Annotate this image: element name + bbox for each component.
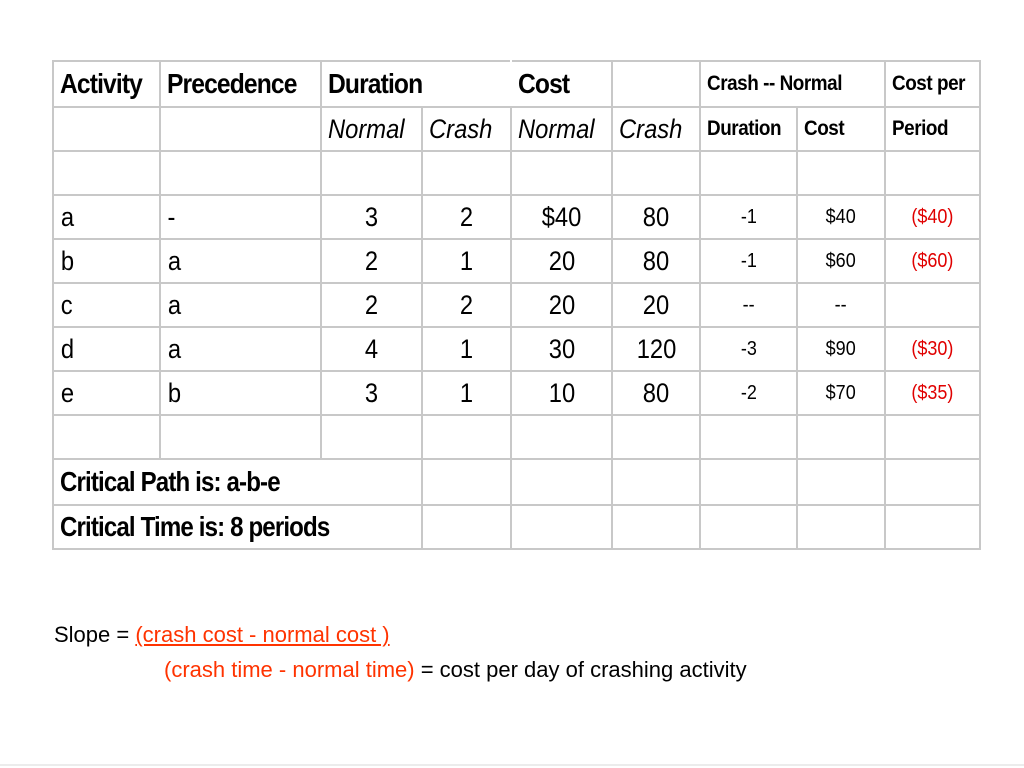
cell-value: 80 [643, 377, 670, 408]
cell-dur-normal [321, 327, 422, 371]
cell-value: a [168, 289, 182, 320]
header-precedence: Precedence [160, 61, 321, 107]
critical-path-text: Critical Path is: a-b-e [53, 459, 422, 505]
bottom-divider [0, 764, 1024, 766]
table-row [53, 195, 980, 239]
critical-time-text: Critical Time is: 8 periods [53, 505, 422, 549]
header-cost-normal: Normal [511, 107, 612, 151]
cell-value: 30 [548, 333, 576, 364]
slope-label: Slope = [54, 622, 136, 647]
cell-precedence [160, 195, 321, 239]
cell-cn-cost [797, 239, 885, 283]
header-cn-duration: Duration [700, 107, 796, 151]
cell-value: $90 [825, 337, 856, 360]
cell-value: 2 [460, 289, 474, 320]
header-cost-per: Cost per [885, 61, 980, 107]
header-row-2 [53, 107, 980, 151]
cell-value: ($30) [911, 337, 954, 360]
header-blank [612, 61, 700, 107]
cell-value: 20 [548, 289, 576, 320]
cell-activity [53, 283, 160, 327]
cell-value: 2 [365, 245, 379, 276]
table-row [53, 283, 980, 327]
spacer-row-2 [53, 415, 980, 459]
cell-value: $70 [825, 381, 856, 404]
cell-activity [53, 327, 160, 371]
cell-cost-per-period [885, 195, 980, 239]
header-crash-normal: Crash -- Normal [700, 61, 884, 107]
cell-cost-normal [511, 327, 612, 371]
slope-formula-line-2 [164, 657, 747, 683]
cell-value: c [60, 289, 73, 320]
cell-cn-cost [797, 327, 885, 371]
cell-cn-duration [700, 195, 796, 239]
cell-cost-normal [511, 239, 612, 283]
cell-value: a [168, 333, 182, 364]
header-cost: Cost [511, 61, 612, 107]
header-duration-normal: Normal [321, 107, 422, 151]
cell-precedence [160, 371, 321, 415]
cell-cost-crash [612, 283, 700, 327]
cell-value: 80 [643, 245, 670, 276]
cell-value: ($40) [911, 205, 954, 228]
cell-dur-crash [422, 239, 511, 283]
cell-cost-per-period [885, 371, 980, 415]
cell-value: 20 [548, 245, 576, 276]
cell-value: 2 [365, 289, 379, 320]
cell-dur-crash [422, 195, 511, 239]
header-activity: Activity [53, 61, 160, 107]
header-cn-cost: Cost [797, 107, 885, 151]
cell-cost-crash [612, 195, 700, 239]
cell-cn-cost [797, 283, 885, 327]
cell-value: -1 [740, 205, 757, 228]
cell-activity [53, 195, 160, 239]
slope-denominator: (crash time - normal time) [164, 657, 415, 682]
cell-cn-duration [700, 283, 796, 327]
cell-value: a [60, 201, 75, 232]
cell-cn-duration [700, 327, 796, 371]
cell-value: ($35) [911, 381, 954, 404]
cell-dur-crash [422, 283, 511, 327]
slope-numerator: (crash cost - normal cost ) [135, 622, 390, 647]
cell-value: 2 [460, 201, 474, 232]
cell-value: -1 [740, 249, 757, 272]
cell-value: 20 [643, 289, 670, 320]
header-period: Period [885, 107, 980, 151]
cell-value: -- [742, 293, 755, 316]
slope-formula [54, 622, 390, 648]
cell-cost-crash [612, 239, 700, 283]
cell-value: 4 [365, 333, 379, 364]
cell-value: b [60, 245, 75, 276]
header-duration: Duration [321, 61, 511, 107]
cell-value: -- [834, 293, 847, 316]
cell-cost-normal [511, 371, 612, 415]
cell-activity [53, 371, 160, 415]
cell-value: ($60) [911, 249, 954, 272]
critical-path-row [53, 459, 980, 505]
cell-value: 80 [643, 201, 670, 232]
table-row [53, 327, 980, 371]
cell-value: 120 [636, 333, 677, 364]
cell-value: $60 [825, 249, 856, 272]
cell-cn-duration [700, 371, 796, 415]
cell-cn-cost [797, 195, 885, 239]
critical-time-row [53, 505, 980, 549]
cell-value: $40 [542, 201, 582, 232]
cell-cn-cost [797, 371, 885, 415]
header2-blank-0 [53, 107, 160, 151]
cell-cost-per-period [885, 327, 980, 371]
slope-suffix: = cost per day of crashing activity [414, 657, 747, 682]
cell-cost-crash [612, 371, 700, 415]
cell-dur-normal [321, 283, 422, 327]
cell-value: d [60, 333, 75, 364]
cell-cost-per-period [885, 239, 980, 283]
cell-value: - [167, 201, 176, 232]
cell-precedence [160, 239, 321, 283]
cell-dur-normal [321, 239, 422, 283]
header2-blank-1 [160, 107, 321, 151]
cell-activity [53, 239, 160, 283]
cell-cost-normal [511, 195, 612, 239]
cell-value: 1 [460, 245, 474, 276]
cell-cost-normal [511, 283, 612, 327]
header-duration-crash: Crash [422, 107, 511, 151]
cell-value: -2 [740, 381, 757, 404]
cell-value: e [60, 377, 75, 408]
cell-value: $40 [825, 205, 856, 228]
crash-cost-table [52, 60, 981, 550]
cell-cost-per-period [885, 283, 980, 327]
cell-dur-normal [321, 371, 422, 415]
cell-dur-normal [321, 195, 422, 239]
cell-value: -3 [740, 337, 757, 360]
table-row [53, 239, 980, 283]
table-row [53, 371, 980, 415]
cell-value: b [168, 377, 182, 408]
cell-cn-duration [700, 239, 796, 283]
cell-value: 3 [365, 377, 379, 408]
spacer-row [53, 151, 980, 195]
cell-value: 10 [548, 377, 576, 408]
cell-precedence [160, 283, 321, 327]
cell-value: a [168, 245, 182, 276]
header-cost-crash: Crash [612, 107, 700, 151]
cell-dur-crash [422, 371, 511, 415]
cell-value: 3 [365, 201, 379, 232]
cell-precedence [160, 327, 321, 371]
cell-value: 1 [460, 377, 474, 408]
cell-value: 1 [460, 333, 474, 364]
cell-cost-crash [612, 327, 700, 371]
cell-dur-crash [422, 327, 511, 371]
header-row-1 [53, 61, 980, 107]
